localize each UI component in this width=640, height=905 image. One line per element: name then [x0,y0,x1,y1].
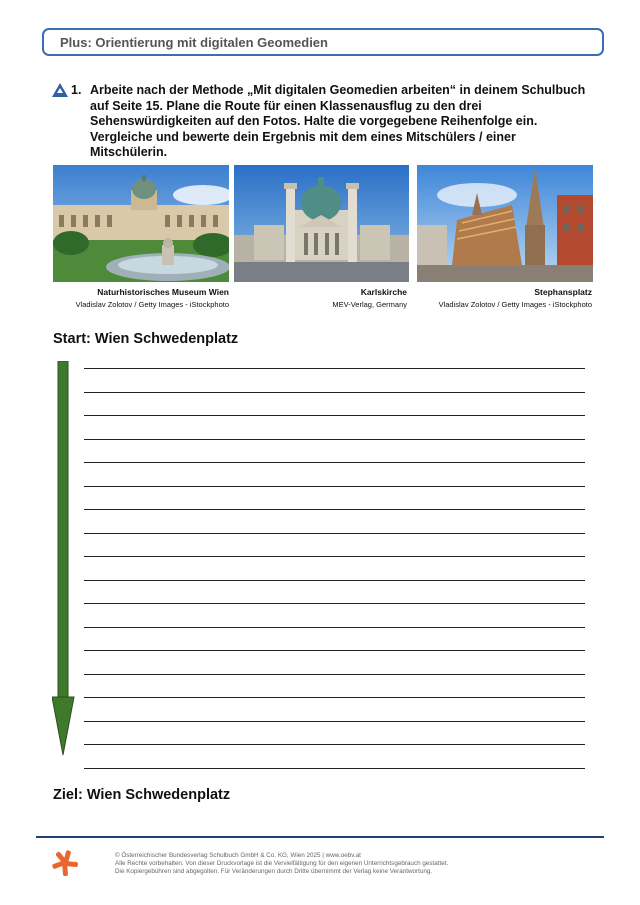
caption-title: Karlskirche [360,287,407,297]
footer-copyright: © Österreichischer Bundesverlag Schulbuch GmbH & Co. KG, Wien 2025 | www.oebv.at [115,852,361,859]
footer-divider [36,836,604,838]
footer-rights: Alle Rechte vorbehalten. Von dieser Druckvorlage ist die Vervielfältigung für den eigenen Unterrichtsgebrauch gestattet. [115,860,449,867]
writing-line [84,674,585,675]
footer-legal-text [115,852,448,876]
caption-karlskirche [234,287,407,309]
caption-title: Naturhistorisches Museum Wien [97,287,229,297]
writing-line [84,556,585,557]
writing-line [84,415,585,416]
caption-title: Stephansplatz [534,287,592,297]
photo-naturhistorisches-museum [53,165,229,282]
writing-line [84,462,585,463]
caption-credit: Vladislav Zolotov / Getty Images - iStockphoto [438,300,592,309]
writing-line [84,580,585,581]
triangle-level-icon [52,83,68,97]
task-instruction: Arbeite nach der Methode „Mit digitalen Geomedien arbeiten“ in deinem Schulbuch auf Seite 15. Plane die Route für einen Klassenausflug zu den drei Sehenswürdigkeiten auf den Fotos. Halte die vorgegebene Reihenfolge ein. Vergleiche und bewerte dein Ergebnis mit dem eines Mitschülers / einer Mitschülerin. [90,83,586,159]
writing-line [84,439,585,440]
writing-line [84,533,585,534]
writing-line [84,721,585,722]
writing-line [84,627,585,628]
header-box [42,28,604,56]
footer-disclaimer: Die Kopiergebühren sind abgegolten. Für Veränderungen durch Dritte übernimmt der Verlag keine Verantwortung. [115,868,433,875]
caption-naturhistorisches-museum [53,287,229,309]
down-arrow-icon [52,361,76,757]
writing-line [84,744,585,745]
photo-karlskirche [234,165,409,282]
page-title: Plus: Orientierung mit digitalen Geomedien [60,35,328,50]
photo-stephansplatz [417,165,593,282]
writing-line [84,486,585,487]
writing-line [84,697,585,698]
caption-credit: MEV-Verlag, Germany [332,300,407,309]
writing-line [84,509,585,510]
writing-line [84,768,585,769]
writing-line [84,650,585,651]
writing-line [84,368,585,369]
start-label: Start: Wien Schwedenplatz [53,331,239,347]
caption-stephansplatz [417,287,592,309]
goal-label: Ziel: Wien Schwedenplatz [53,787,231,803]
writing-line [84,603,585,604]
publisher-logo-icon [52,850,78,876]
writing-line [84,392,585,393]
task-number: 1. [71,83,82,97]
caption-credit: Vladislav Zolotov / Getty Images - iStockphoto [75,300,229,309]
